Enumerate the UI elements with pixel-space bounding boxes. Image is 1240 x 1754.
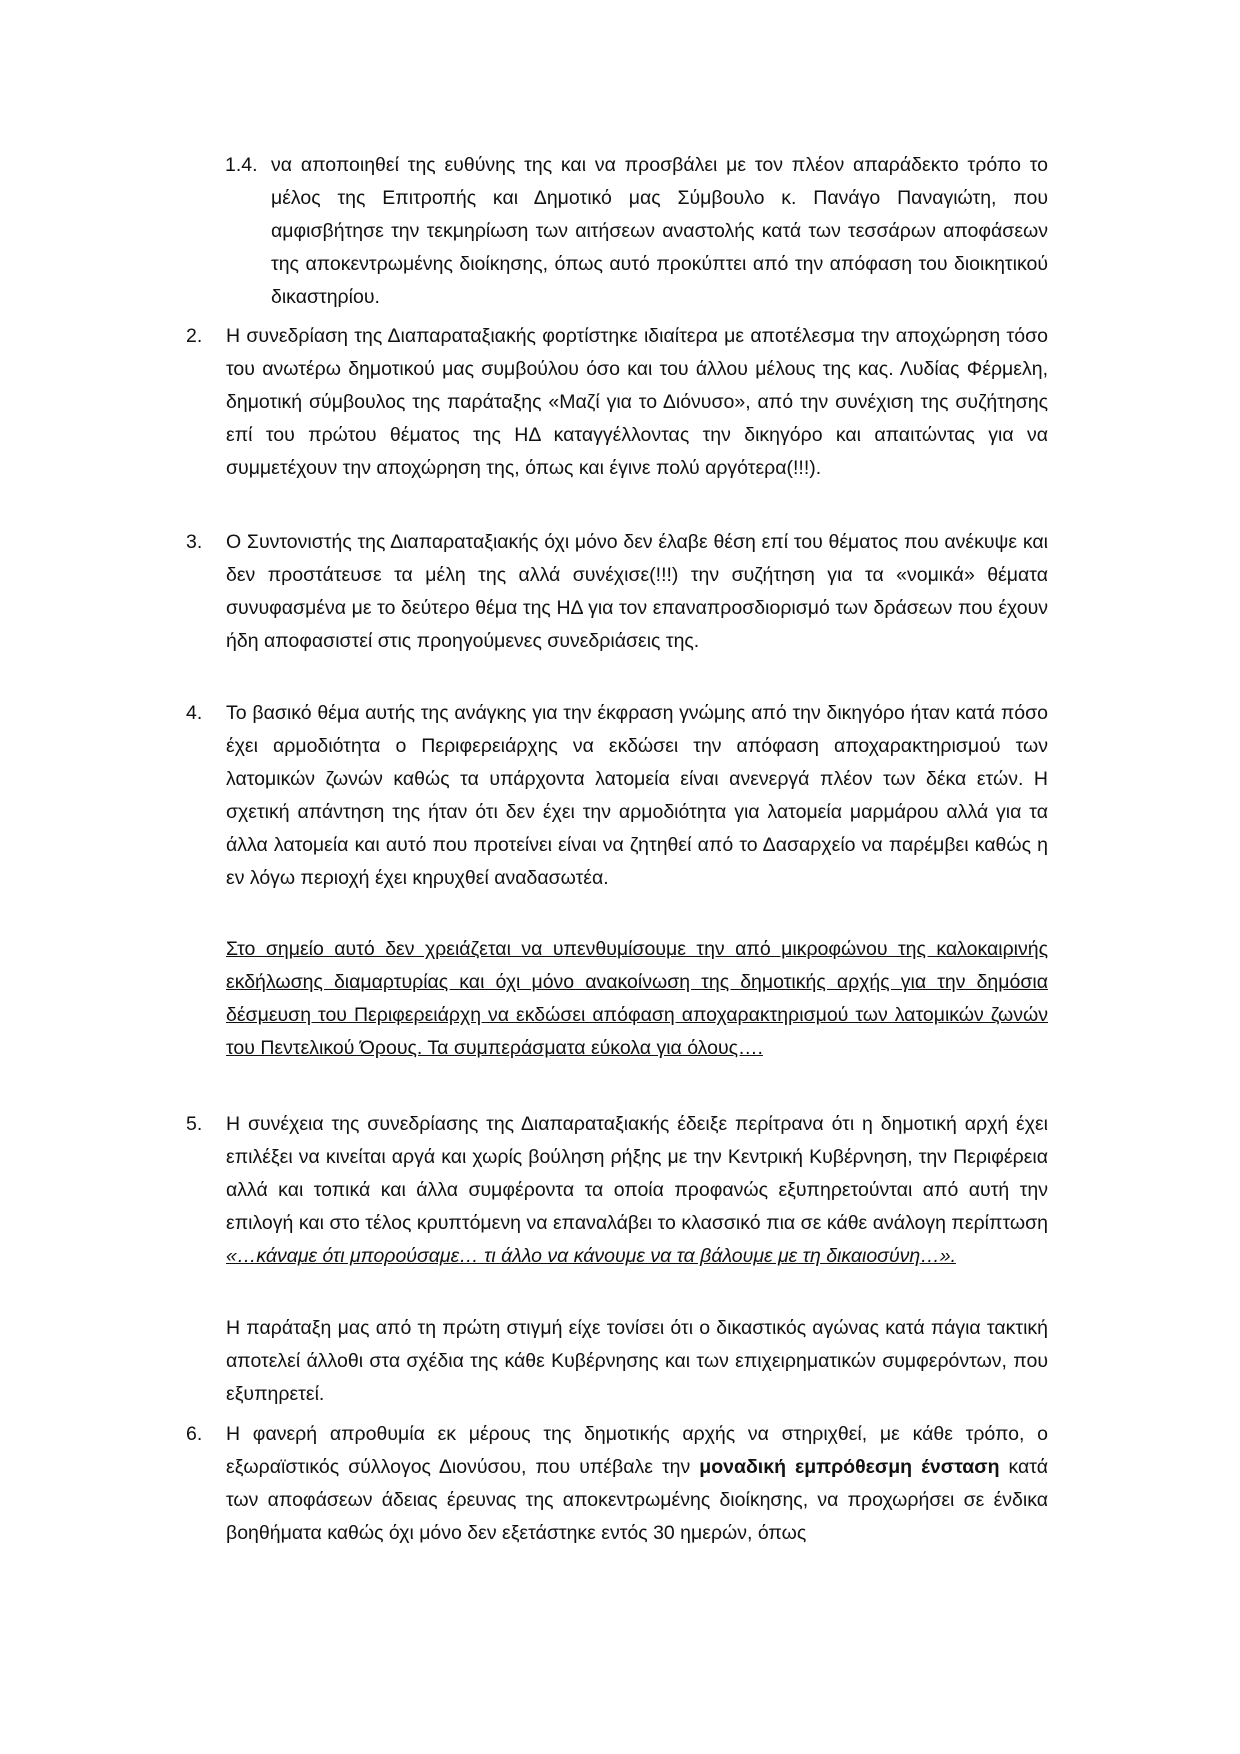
paragraph-5-followup: Η παράταξη μας από τη πρώτη στιγμή είχε τονίσει ότι ο δικαστικός αγώνας κατά πάγια τακτική αποτελεί άλλοθι στα σχέδια της κάθε Κυβέρνησης και των επιχειρηματικών συμφερόντων, που εξυπηρετεί. xyxy=(226,1317,1048,1405)
paragraph-6-tail: κατά των αποφάσεων άδειας έρευνας της αποκεντρωμένης διοίκησης, να προχωρήσει σε ένδικα βοηθήματα καθώς όχι μόνο δεν εξετάστηκε εντός 30 ημερών, όπως xyxy=(226,1456,1048,1544)
item-number: 1.4. xyxy=(225,154,258,176)
paragraph-6-text: Η φανερή απροθυμία εκ μέρους της δημοτικής αρχής να στηριχθεί, με κάθε τρόπο, ο εξωραϊστικός σύλλογος Διονύσου, που υπέβαλε την xyxy=(226,1423,1048,1478)
item-number: 2. xyxy=(186,325,203,347)
paragraph-5 xyxy=(226,1108,1048,1273)
item-number: 5. xyxy=(186,1113,203,1135)
paragraph-6 xyxy=(226,1418,1048,1550)
item-number: 6. xyxy=(186,1423,203,1445)
paragraph-1-4: να αποποιηθεί της ευθύνης της και να προσβάλει με τον πλέον απαράδεκτο τρόπο το μέλος της Επιτροπής και Δημοτικό μας Σύμβουλο κ. Πανάγο Παναγιώτη, που αμφισβήτησε την τεκμηρίωση των αιτήσεων αναστολής κατά των τεσσάρων αποφάσεων της αποκεντρωμένης διοίκησης, όπως αυτό προκύπτει από την απόφαση του διοικητικού δικαστηρίου. xyxy=(271,154,1048,308)
paragraph-4: Το βασικό θέμα αυτής της ανάγκης για την έκφραση γνώμης από την δικηγόρο ήταν κατά πόσο έχει αρμοδιότητα ο Περιφερειάρχης να εκδώσει την απόφαση αποχαρακτηρισμού των λατομικών ζωνών καθώς τα υπάρχοντα λατομεία είναι ανενεργά πλέον των δέκα ετών. Η σχετική απάντηση της ήταν ότι δεν έχει την αρμοδιότητα για λατομεία μαρμάρου αλλά για τα άλλα λατομεία και αυτό που προτείνει είναι να ζητηθεί από το Δασαρχείο να παρέμβει καθώς η εν λόγω περιοχή έχει κηρυχθεί αναδασωτέα. xyxy=(226,702,1048,889)
item-number: 3. xyxy=(186,531,203,553)
paragraph-3: Ο Συντονιστής της Διαπαραταξιακής όχι μόνο δεν έλαβε θέση επί του θέματος που ανέκυψε και δεν προστάτευσε τα μέλη της αλλά συνέχισε(!!!) την συζήτηση για τα «νομικά» θέματα συνυφασμένα με το δεύτερο θέμα της ΗΔ για τον επαναπροσδιορισμό των δράσεων που έχουν ήδη αποφασιστεί στις προηγούμενες συνεδριάσεις της. xyxy=(226,531,1048,652)
item-number: 4. xyxy=(186,702,203,724)
paragraph-5-quote: «…κάναμε ότι μπορούσαμε… τι άλλο να κάνουμε να τα βάλουμε με τη δικαιοσύνη…». xyxy=(226,1245,957,1267)
paragraph-5-text: Η συνέχεια της συνεδρίασης της Διαπαραταξιακής έδειξε περίτρανα ότι η δημοτική αρχή έχει επιλέξει να κινείται αργά και χωρίς βούληση ρήξης με την Κεντρική Κυβέρνηση, την Περιφέρεια αλλά και τοπικά και άλλα συμφέροντα τα οποία προφανώς εξυπηρετούνται από αυτή την επιλογή και στο τέλος κρυπτόμενη να επαναλάβει το κλασσικό πια σε κάθε ανάλογη περίπτωση xyxy=(226,1113,1048,1234)
paragraph-2: Η συνεδρίαση της Διαπαραταξιακής φορτίστηκε ιδιαίτερα με αποτέλεσμα την αποχώρηση τόσο του ανωτέρω δημοτικού μας συμβούλου όσο και του άλλου μέλους της κας. Λυδίας Φέρμελη, δημοτική σύμβουλος της παράταξης «Μαζί για το Διόνυσο», από την συνέχιση της συζήτησης επί του πρώτου θέματος της ΗΔ καταγγέλλοντας την δικηγόρο και απαιτώντας για να συμμετέχουν την αποχώρηση της, όπως και έγινε πολύ αργότερα(!!!). xyxy=(226,325,1048,479)
paragraph-6-bold: μοναδική εμπρόθεσμη ένσταση xyxy=(699,1456,1000,1478)
underlined-note: Στο σημείο αυτό δεν χρειάζεται να υπενθυμίσουμε την από μικροφώνου της καλοκαιρινής εκδήλωσης διαμαρτυρίας και όχι μόνο ανακοίνωση της δημοτικής αρχής για την δημόσια δέσμευση του Περιφερειάρχη να εκδώσει απόφαση αποχαρακτηρισμού των λατομικών ζωνών του Πεντελικού Όρους. Τα συμπεράσματα εύκολα για όλους…. xyxy=(226,938,1048,1059)
